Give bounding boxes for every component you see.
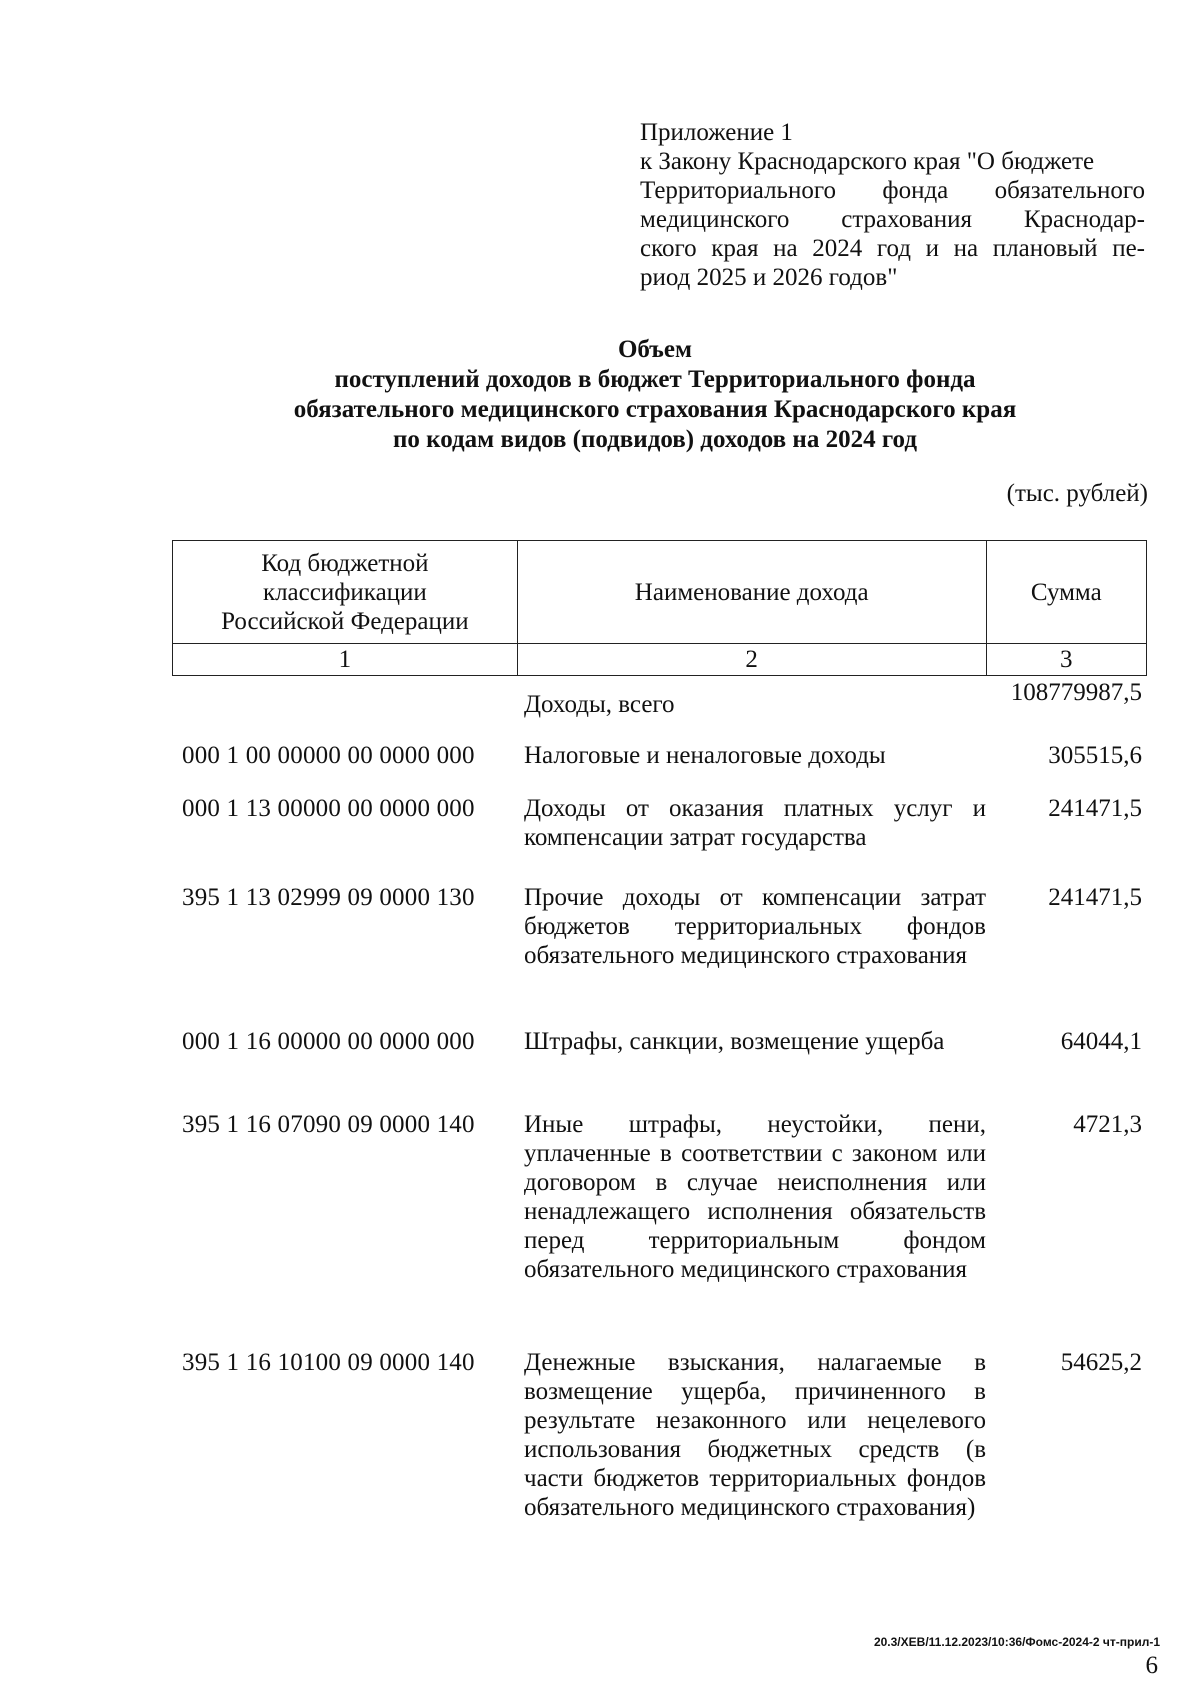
column-number: 1 (173, 644, 518, 676)
title-line: поступлений доходов в бюджет Территориального фонда (334, 366, 976, 393)
income-amount: 108779987,5 (1010, 679, 1142, 706)
income-name: Прочие доходы от компенсации затрат бюджетов территориальных фондов обязательного медицинского страхования (524, 884, 986, 969)
income-name: Денежные взыскания, налагаемые в возмещение ущерба, причиненного в результате незаконного или нецелевого использования бюджетных средств (в части бюджетов территориальных фондов обязательного медицинского страхования) (524, 1349, 986, 1521)
column-number: 3 (986, 644, 1146, 676)
annex-line: ского края на 2024 год и на плановый пе- (640, 235, 1145, 262)
budget-code: 000 1 00 00000 00 0000 000 (182, 742, 475, 769)
income-amount: 64044,1 (1060, 1028, 1142, 1055)
income-amount: 54625,2 (1060, 1349, 1142, 1376)
annex-line: медицинского страхования Краснодар- (640, 206, 1145, 233)
document-title (160, 335, 1150, 455)
annex-line: Территориального фонда обязательного (640, 177, 1145, 204)
income-amount: 305515,6 (1048, 742, 1142, 769)
header-code: Код бюджетной классификации Российской Федерации (173, 541, 518, 644)
income-amount: 241471,5 (1048, 884, 1142, 911)
income-name: Налоговые и неналоговые доходы (524, 742, 886, 769)
income-name: Доходы от оказания платных услуг и компенсации затрат государства (524, 795, 986, 851)
table-header (172, 540, 1147, 676)
income-amount: 241471,5 (1048, 795, 1142, 822)
income-name: Иные штрафы, неустойки, пени, уплаченные в соответствии с законом или договором в случае неисполнения или ненадлежащего исполнения обязательств перед территориальным фондом обязательного медицинского страхования (524, 1111, 986, 1283)
document-reference: 20.3/ХЕВ/11.12.2023/10:36/Фомс-2024-2 чт-прил-1 (873, 1635, 1160, 1649)
budget-code: 000 1 16 00000 00 0000 000 (182, 1028, 475, 1055)
column-number: 2 (517, 644, 986, 676)
annex-line: к Закону Краснодарского края "О бюджете (640, 148, 1095, 175)
annex-line: Приложение 1 (640, 119, 793, 146)
title-line: обязательного медицинского страхования Краснодарского края (293, 396, 1017, 423)
unit-label: (тыс. рублей) (1006, 480, 1148, 507)
title-line: Объем (617, 336, 693, 363)
header-amount: Сумма (986, 541, 1146, 644)
budget-code: 395 1 16 10100 09 0000 140 (182, 1349, 475, 1376)
income-name: Доходы, всего (524, 691, 675, 718)
income-name: Штрафы, санкции, возмещение ущерба (524, 1028, 945, 1055)
annex-line: риод 2025 и 2026 годов" (640, 264, 898, 291)
header-name: Наименование дохода (517, 541, 986, 644)
budget-code: 395 1 13 02999 09 0000 130 (182, 884, 475, 911)
income-amount: 4721,3 (1073, 1111, 1142, 1138)
annex-reference (640, 118, 1145, 292)
page-number: 6 (1145, 1652, 1158, 1679)
budget-code: 000 1 13 00000 00 0000 000 (182, 795, 475, 822)
budget-code: 395 1 16 07090 09 0000 140 (182, 1111, 475, 1138)
title-line: по кодам видов (подвидов) доходов на 2024 год (393, 426, 917, 453)
